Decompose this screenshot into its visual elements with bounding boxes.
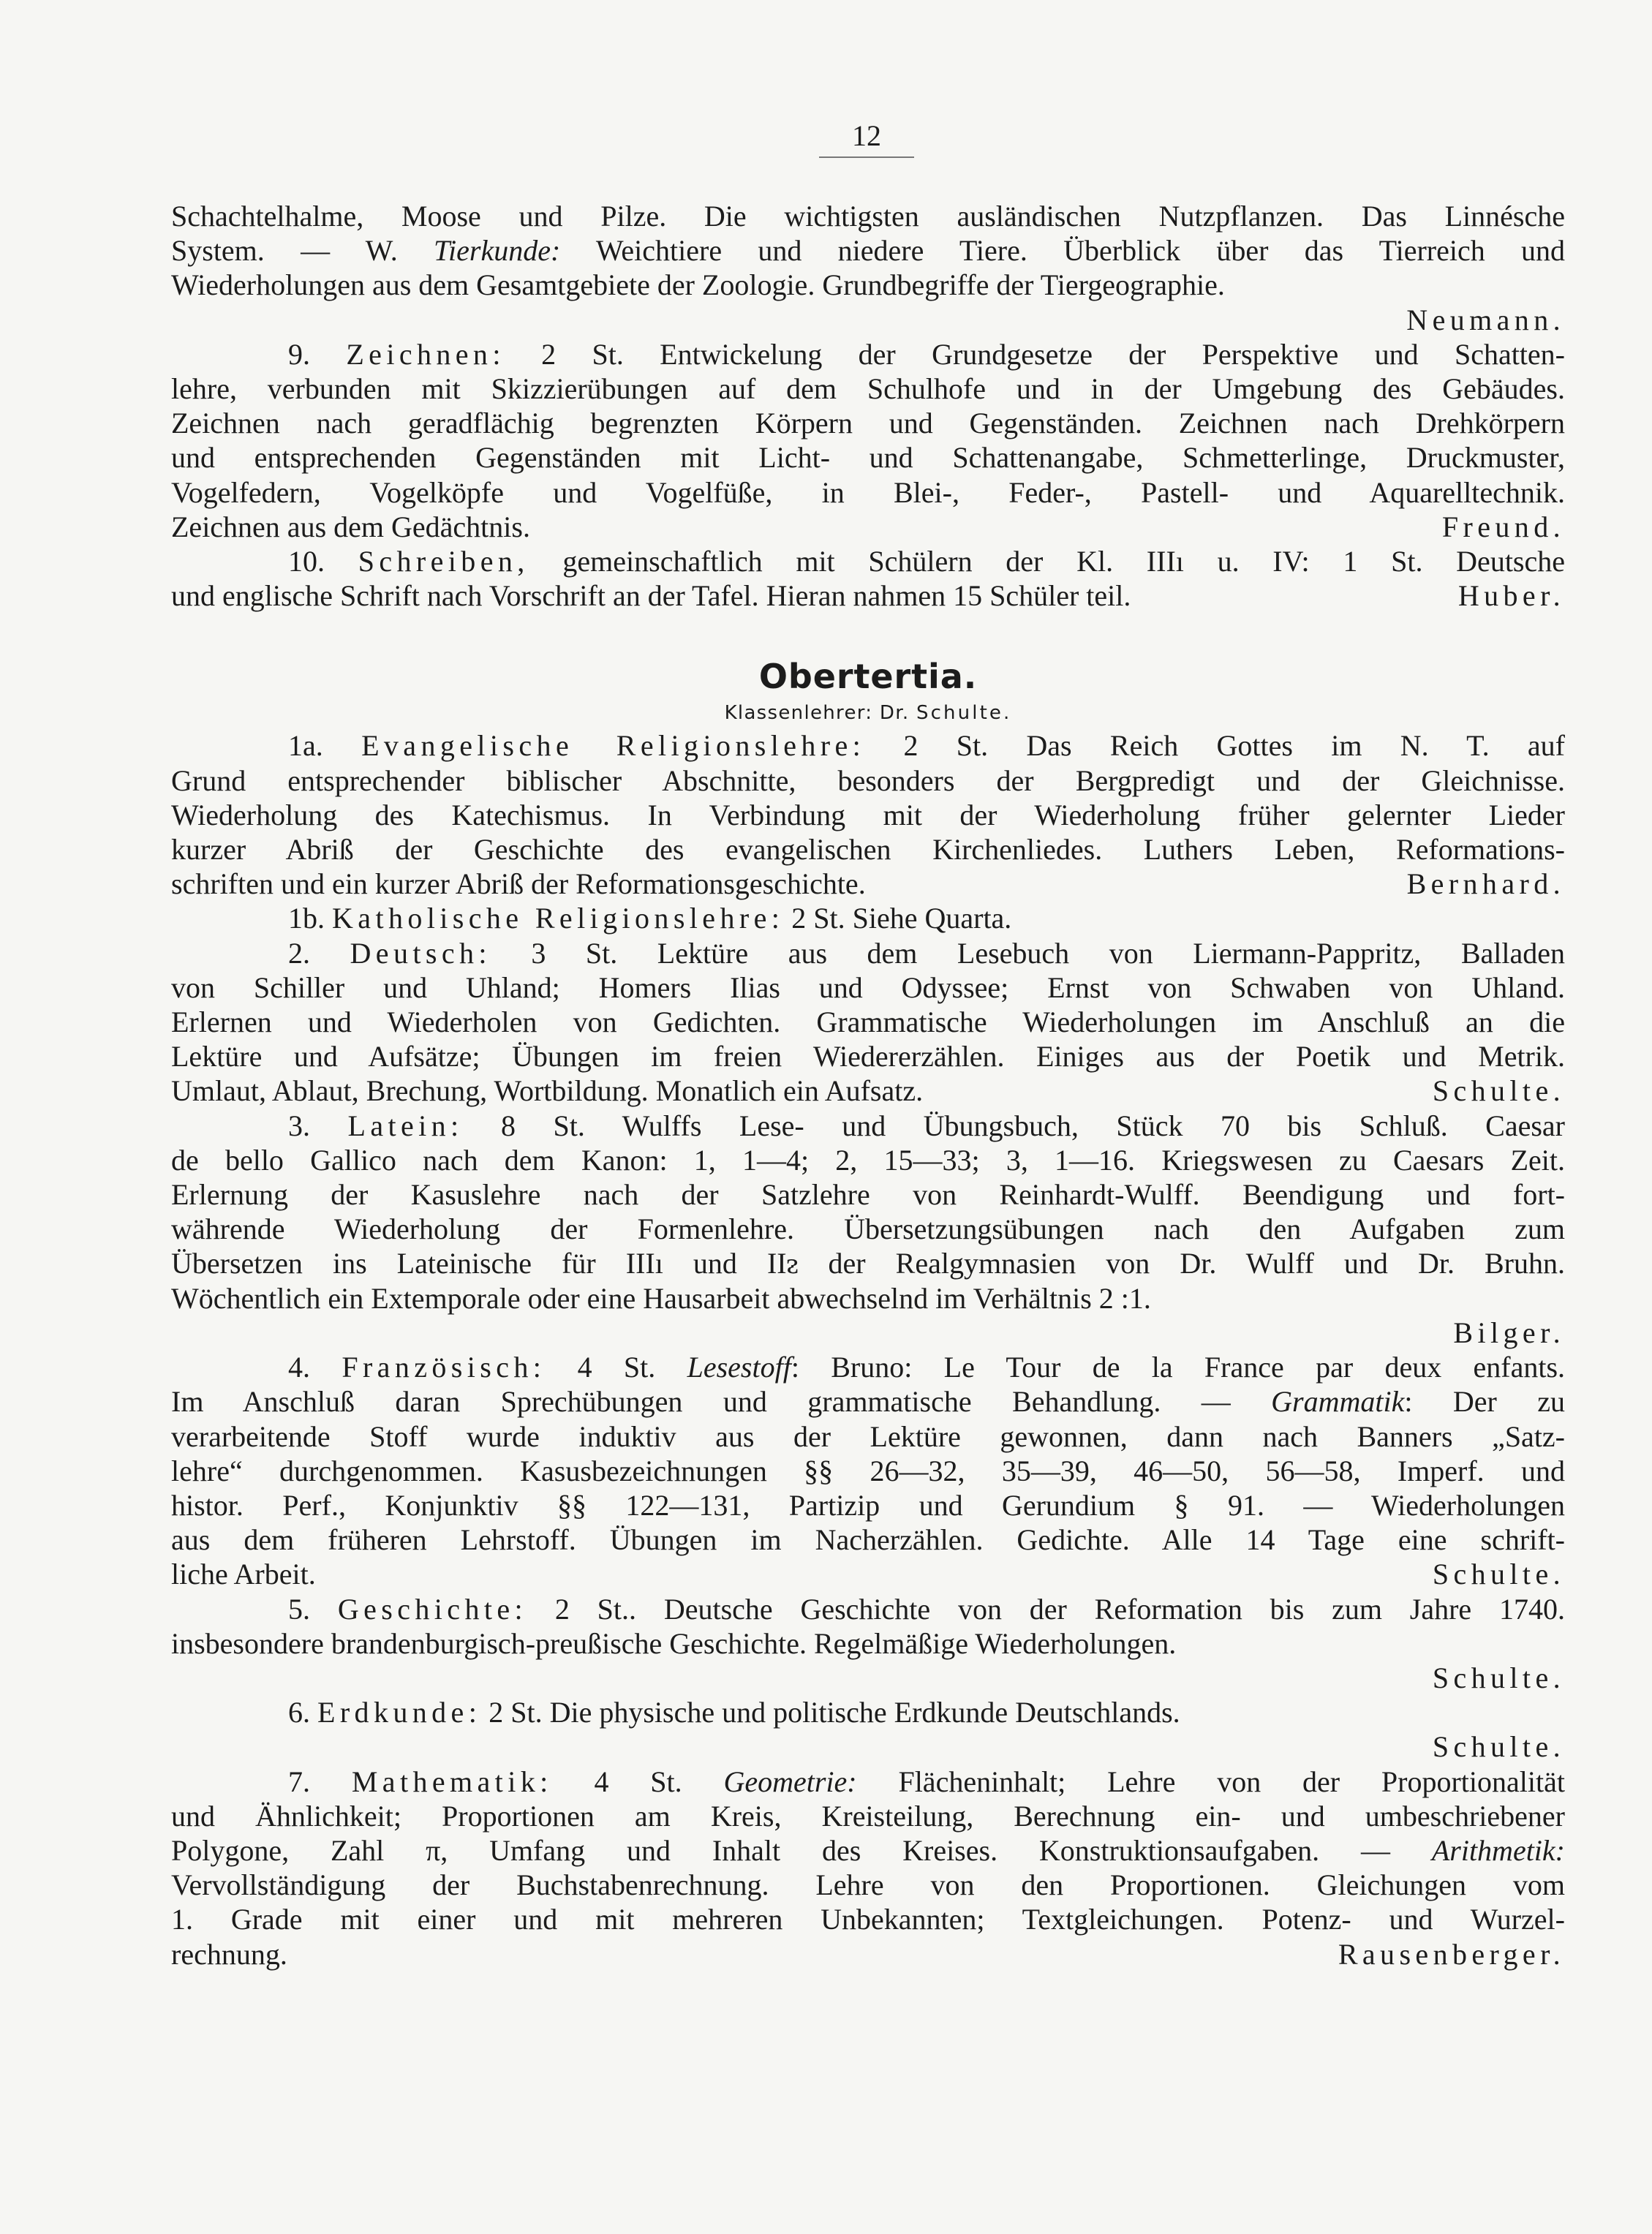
item-line: Polygone, Zahl π, Umfang und Inhalt des Kreises. Konstruktionsaufgaben. — Arithmetik: (171, 1833, 1565, 1867)
item-heading-line: 3. Latein: 8 St. Wulffs Lese- und Übungsbuch, Stück 70 bis Schluß. Caesar (288, 1109, 1566, 1142)
item-line: Übersetzen ins Lateinische für IIIı und IIᴤ der Realgymnasien von Dr. Wulff und Dr. Bruhn. (171, 1247, 1565, 1280)
subject-name: Deutsch: (350, 936, 491, 970)
item-heading-line: 10. Schreiben, gemeinschaftlich mit Schülern der Kl. IIIı u. IV: 1 St. Deutsche (288, 545, 1566, 578)
item-line: Vogelfedern, Vogelköpfe und Vogelfüße, in Blei-, Feder-, Pastell- und Aquarelltechnik. (171, 475, 1565, 509)
class-teacher: Klassenlehrer: Dr. Schulte. (724, 702, 1012, 725)
item-heading-line: 2. Deutsch: 3 St. Lektüre aus dem Lesebuch von Liermann-Pappritz, Balladen (288, 936, 1565, 970)
item-heading-line: 1b. Katholische Religionslehre: 2 St. Siehe Quarta. (288, 902, 1012, 935)
item-line: Im Anschluß daran Sprechübungen und grammatische Behandlung. — Grammatik: Der zu (171, 1385, 1566, 1419)
item-heading-line: 7. Mathematik: 4 St. Geometrie: Flächeninhalt; Lehre von der Proportionalität (288, 1765, 1565, 1798)
item-heading-line: 9. Zeichnen: 2 St. Entwickelung der Grundgesetze der Perspektive und Schatten- (288, 337, 1565, 371)
subject-name: Französisch: (342, 1351, 546, 1384)
teacher-name: Schulte. (1432, 1730, 1565, 1764)
item-last-line: und englische Schrift nach Vorschrift an der Tafel. Hieran nahmen 15 Schüler teil. Huber. (171, 579, 1565, 613)
teacher-name: Schulte. (1432, 1074, 1565, 1108)
teacher-name: Schulte. (1432, 1558, 1565, 1591)
item-last-line: liche Arbeit. Schulte. (171, 1558, 1565, 1591)
item-line: und entsprechenden Gegenständen mit Licht- und Schattenangabe, Schmetterlinge, Druckmuster, (171, 441, 1565, 475)
italic-term: Tierkunde: (433, 234, 561, 268)
item-line: verarbeitende Stoff wurde induktiv aus der Lektüre gewonnen, dann nach Banners „Satz- (171, 1419, 1565, 1453)
teacher-name: Bilger. (1453, 1316, 1565, 1349)
subject-name: Geschichte: (337, 1592, 528, 1626)
teacher-name: Neumann. (1406, 303, 1565, 336)
item-line: Grund entsprechender biblischer Abschnitte, besonders der Bergpredigt und der Gleichnisse. (171, 763, 1565, 797)
subject-name: Katholische Religionslehre: (332, 902, 785, 935)
italic-term: Lesestoff (687, 1351, 791, 1384)
subject-name: Schreiben, (358, 545, 529, 578)
item-line: Wöchentlich ein Extemporale oder eine Hausarbeit abwechselnd im Verhältnis 2 :1. (171, 1281, 1151, 1315)
intro-line: Wiederholungen aus dem Gesamtgebiete der Zoologie. Grundbegriffe der Tiergeographie. (171, 268, 1225, 302)
italic-term: Arithmetik: (1431, 1833, 1565, 1867)
subject-name: Erdkunde: (317, 1696, 482, 1729)
subject-name: Mathematik: (351, 1765, 553, 1798)
item-line: Vervollständigung der Buchstabenrechnung. Lehre von den Proportionen. Gleichungen vom (171, 1868, 1565, 1902)
item-line: Erlernung der Kasuslehre nach der Satzlehre von Reinhardt-Wulff. Beendigung und fort- (171, 1178, 1565, 1212)
item-line: Lektüre und Aufsätze; Übungen im freien Wiedererzählen. Einiges aus der Poetik und Metrik. (171, 1040, 1565, 1073)
item-line: währende Wiederholung der Formenlehre. Übersetzungsübungen nach den Aufgaben zum (171, 1212, 1565, 1246)
item-heading-line: 1a. Evangelische Religionslehre: 2 St. Das Reich Gottes im N. T. auf (288, 729, 1566, 763)
item-line: Zeichnen nach geradflächig begrenzten Körpern und Gegenständen. Zeichnen nach Drehkörpern (171, 407, 1565, 440)
item-heading-line: 4. Französisch: 4 St. Lesestoff: Bruno: Le Tour de la France par deux enfants. (288, 1351, 1566, 1384)
item-line: Erlernen und Wiederholen von Gedichten. Grammatische Wiederholungen im Anschluß an die (171, 1005, 1565, 1039)
item-last-line: Zeichnen aus dem Gedächtnis. Freund. (171, 510, 1565, 543)
item-line: insbesondere brandenburgisch-preußische Geschichte. Regelmäßige Wiederholungen. (171, 1626, 1177, 1660)
item-line: aus dem früheren Lehrstoff. Übungen im Nacherzählen. Gedichte. Alle 14 Tage eine schrift- (171, 1523, 1565, 1557)
intro-line: System. — W. Tierkunde: Weichtiere und niedere Tiere. Überblick über das Tierreich und (171, 234, 1565, 268)
item-last-line: schriften und ein kurzer Abriß der Reformationsgeschichte. Bernhard. (171, 867, 1565, 901)
teacher-name: Schulte. (1432, 1661, 1565, 1694)
item-last-line: Umlaut, Ablaut, Brechung, Wortbildung. Monatlich ein Aufsatz. Schulte. (171, 1074, 1565, 1108)
item-heading-line: 6. Erdkunde: 2 St. Die physische und politische Erdkunde Deutschlands. (288, 1696, 1180, 1729)
italic-term: Geometrie: (723, 1765, 857, 1798)
teacher-name: Rausenberger. (1338, 1937, 1565, 1971)
page-number: 12 (852, 119, 881, 152)
item-line: kurzer Abriß der Geschichte des evangelischen Kirchenliedes. Luthers Leben, Reformations- (171, 833, 1565, 867)
item-line: 1. Grade mit einer und mit mehreren Unbekannten; Textgleichungen. Potenz- und Wurzel- (171, 1903, 1565, 1936)
item-line: lehre, verbunden mit Skizzierübungen auf dem Schulhofe und in der Umgebung des Gebäudes. (171, 372, 1565, 406)
subject-name: Zeichnen: (346, 337, 505, 371)
item-line: histor. Perf., Konjunktiv §§ 122—131, Partizip und Gerundium § 91. — Wiederholungen (171, 1488, 1565, 1522)
item-line: Wiederholung des Katechismus. In Verbindung mit der Wiederholung früher gelernter Lieder (171, 798, 1565, 831)
intro-line: Schachtelhalme, Moose und Pilze. Die wichtigsten ausländischen Nutzpflanzen. Das Linnésche (171, 200, 1565, 233)
page-body (171, 199, 1565, 1971)
subject-name: Evangelische Religionslehre: (361, 729, 866, 763)
teacher-name: Freund. (1441, 510, 1565, 543)
page-number-rule (819, 156, 914, 158)
item-heading-line: 5. Geschichte: 2 St.. Deutsche Geschichte von der Reformation bis zum Jahre 1740. (288, 1592, 1565, 1626)
item-last-line: rechnung. Rausenberger. (171, 1937, 1565, 1971)
italic-term: Grammatik (1271, 1385, 1405, 1419)
subject-name: Latein: (347, 1109, 464, 1142)
item-line: lehre“ durchgenommen. Kasusbezeichnungen §§ 26—32, 35—39, 46—50, 56—58, Imperf. und (171, 1454, 1565, 1487)
section-title: Obertertia. (758, 657, 978, 697)
teacher-name: Bernhard. (1406, 867, 1565, 901)
item-line: und Ähnlichkeit; Proportionen am Kreis, Kreisteilung, Berechnung ein- und umbeschriebener (171, 1799, 1565, 1833)
item-line: de bello Gallico nach dem Kanon: 1, 1—4; 2, 15—33; 3, 1—16. Kriegswesen zu Caesars Zeit. (171, 1143, 1565, 1177)
item-line: von Schiller und Uhland; Homers Ilias und Odyssee; Ernst von Schwaben von Uhland. (171, 970, 1565, 1004)
teacher-name: Huber. (1457, 579, 1565, 613)
